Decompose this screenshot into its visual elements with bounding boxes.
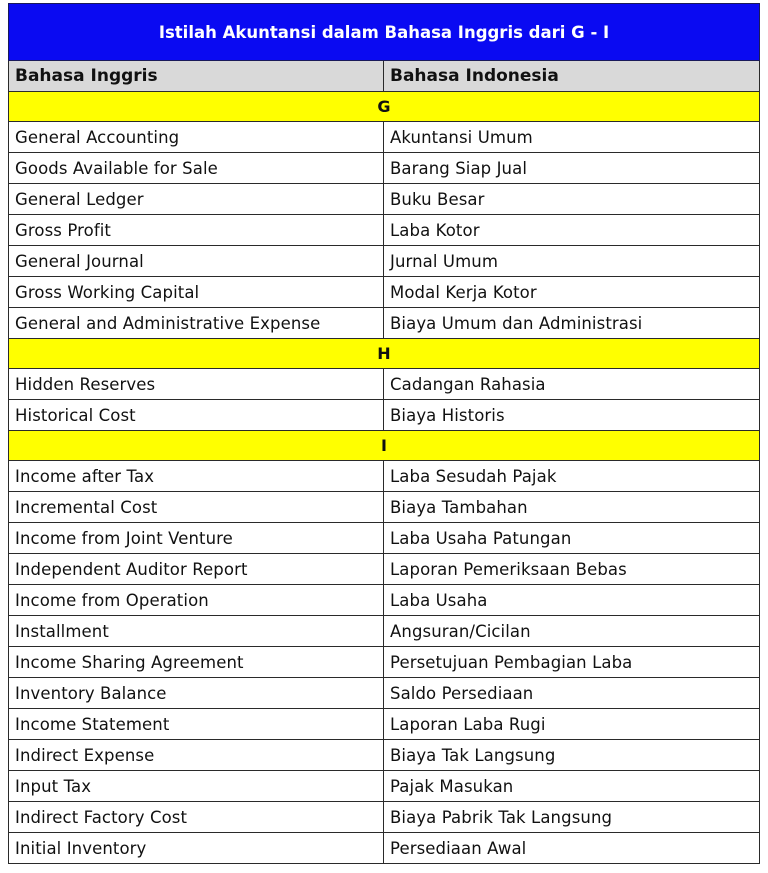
indonesian-term: Angsuran/Cicilan xyxy=(384,616,760,647)
english-term: General and Administrative Expense xyxy=(9,308,384,339)
indonesian-term: Pajak Masukan xyxy=(384,771,760,802)
indonesian-term: Biaya Historis xyxy=(384,400,760,431)
english-term: Historical Cost xyxy=(9,400,384,431)
indonesian-term: Buku Besar xyxy=(384,184,760,215)
table-row xyxy=(9,184,760,215)
english-term: Incremental Cost xyxy=(9,492,384,523)
indonesian-term: Biaya Tak Langsung xyxy=(384,740,760,771)
table-row xyxy=(9,833,760,864)
english-term: Gross Profit xyxy=(9,215,384,246)
english-term: Income after Tax xyxy=(9,461,384,492)
glossary-table-container xyxy=(8,3,759,864)
indonesian-term: Persediaan Awal xyxy=(384,833,760,864)
table-row xyxy=(9,802,760,833)
english-term: General Ledger xyxy=(9,184,384,215)
section-letter: H xyxy=(9,339,760,369)
table-title: Istilah Akuntansi dalam Bahasa Inggris dari G - I xyxy=(9,4,760,61)
table-row xyxy=(9,492,760,523)
indonesian-term: Laba Kotor xyxy=(384,215,760,246)
table-row xyxy=(9,369,760,400)
english-term: Installment xyxy=(9,616,384,647)
indonesian-term: Jurnal Umum xyxy=(384,246,760,277)
english-term: General Journal xyxy=(9,246,384,277)
table-row xyxy=(9,523,760,554)
english-term: Inventory Balance xyxy=(9,678,384,709)
section-row-i xyxy=(9,431,760,461)
indonesian-term: Saldo Persediaan xyxy=(384,678,760,709)
table-row xyxy=(9,122,760,153)
section-letter: G xyxy=(9,92,760,122)
table-row xyxy=(9,585,760,616)
glossary-table xyxy=(8,3,760,864)
indonesian-term: Biaya Pabrik Tak Langsung xyxy=(384,802,760,833)
section-letter: I xyxy=(9,431,760,461)
column-header-english: Bahasa Inggris xyxy=(9,61,384,92)
indonesian-term: Barang Siap Jual xyxy=(384,153,760,184)
table-row xyxy=(9,616,760,647)
table-row xyxy=(9,771,760,802)
table-row xyxy=(9,461,760,492)
title-row xyxy=(9,4,760,61)
english-term: Income Statement xyxy=(9,709,384,740)
indonesian-term: Akuntansi Umum xyxy=(384,122,760,153)
table-row xyxy=(9,554,760,585)
table-row xyxy=(9,215,760,246)
indonesian-term: Biaya Tambahan xyxy=(384,492,760,523)
column-header-indonesian: Bahasa Indonesia xyxy=(384,61,760,92)
indonesian-term: Laporan Pemeriksaan Bebas xyxy=(384,554,760,585)
table-row xyxy=(9,277,760,308)
section-row-g xyxy=(9,92,760,122)
table-row xyxy=(9,647,760,678)
table-row xyxy=(9,153,760,184)
indonesian-term: Modal Kerja Kotor xyxy=(384,277,760,308)
english-term: Income Sharing Agreement xyxy=(9,647,384,678)
english-term: Income from Joint Venture xyxy=(9,523,384,554)
table-row xyxy=(9,400,760,431)
indonesian-term: Persetujuan Pembagian Laba xyxy=(384,647,760,678)
section-row-h xyxy=(9,339,760,369)
english-term: General Accounting xyxy=(9,122,384,153)
english-term: Income from Operation xyxy=(9,585,384,616)
english-term: Goods Available for Sale xyxy=(9,153,384,184)
table-row xyxy=(9,678,760,709)
english-term: Initial Inventory xyxy=(9,833,384,864)
english-term: Input Tax xyxy=(9,771,384,802)
english-term: Gross Working Capital xyxy=(9,277,384,308)
english-term: Indirect Expense xyxy=(9,740,384,771)
indonesian-term: Laporan Laba Rugi xyxy=(384,709,760,740)
indonesian-term: Cadangan Rahasia xyxy=(384,369,760,400)
english-term: Indirect Factory Cost xyxy=(9,802,384,833)
table-row xyxy=(9,740,760,771)
table-row xyxy=(9,246,760,277)
english-term: Independent Auditor Report xyxy=(9,554,384,585)
indonesian-term: Laba Sesudah Pajak xyxy=(384,461,760,492)
indonesian-term: Biaya Umum dan Administrasi xyxy=(384,308,760,339)
column-header-row xyxy=(9,61,760,92)
english-term: Hidden Reserves xyxy=(9,369,384,400)
table-row xyxy=(9,709,760,740)
table-body xyxy=(9,92,760,864)
table-row xyxy=(9,308,760,339)
indonesian-term: Laba Usaha xyxy=(384,585,760,616)
indonesian-term: Laba Usaha Patungan xyxy=(384,523,760,554)
